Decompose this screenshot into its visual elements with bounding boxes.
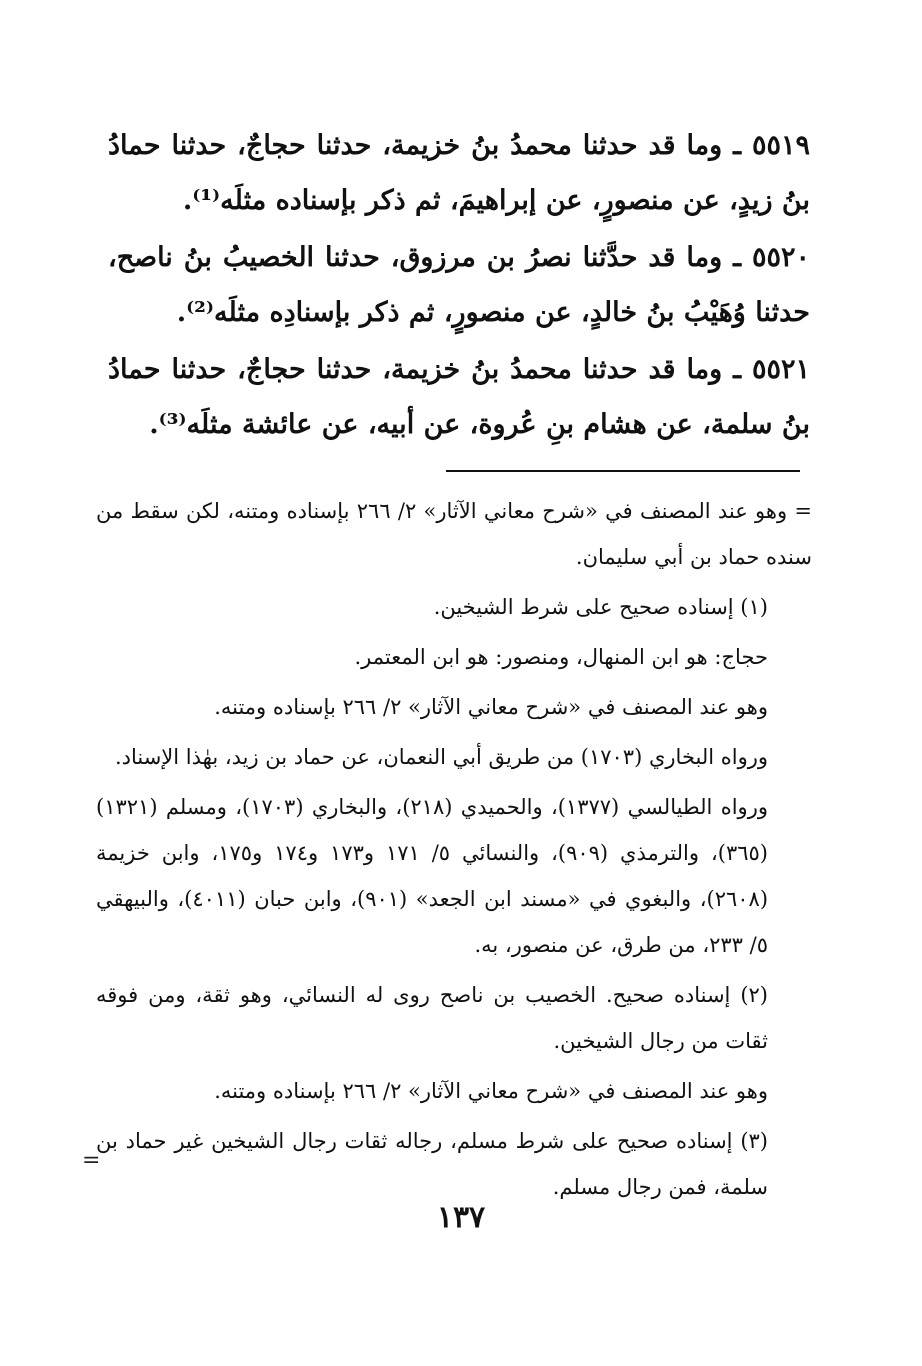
hadith-5519: ٥٥١٩ ـ وما قد حدثنا محمدُ بنُ خزيمة، حدثنا حجاجٌ، حدثنا حمادُ بنُ زيدٍ، عن منصورٍ، عن إبراهيمَ، ثم ذكر بإسناده مثلَه⁽¹⁾.	[108, 130, 810, 216]
footnote-1-line: حجاج: هو ابن المنهال، ومنصور: هو ابن المعتمر.	[354, 645, 768, 669]
footnote-2-line: وهو عند المصنف في «شرح معاني الآثار» ٢/ ٢٦٦ بإسناده ومتنه.	[214, 1079, 768, 1103]
footnote-3: (٣) إسناده صحيح على شرط مسلم، رجاله ثقات رجال الشيخين غير حماد بن سلمة، فمن رجال مسلم.	[96, 1129, 768, 1199]
footnote-divider	[446, 470, 800, 472]
hadith-5520: ٥٥٢٠ ـ وما قد حدَّثنا نصرُ بن مرزوق، حدثنا الخصيبُ بنُ ناصح، حدثنا وُهَيْبُ بنُ خالدٍ، عن منصورٍ، ثم ذكر بإسنادِه مثلَه⁽²⁾.	[108, 242, 810, 328]
page-number: ١٣٧	[436, 1200, 486, 1235]
footnote-1-line: ورواه الطيالسي (١٣٧٧)، والحميدي (٢١٨)، والبخاري (١٧٠٣)، ومسلم (١٣٢١) (٣٦٥)، والترمذي (٩٠٩)، والنسائي ٥/ ١٧١ و١٧٣ و١٧٤ و١٧٥، وابن خزيمة (٢٦٠٨)، والبغوي في «مسند ابن الجعد» (٩٠١)، وابن حبان (٤٠١١)، والبيهقي ٥/ ٢٣٣، من طرق، عن منصور، به.	[96, 795, 769, 957]
hadith-5521: ٥٥٢١ ـ وما قد حدثنا محمدُ بنُ خزيمة، حدثنا حجاجٌ، حدثنا حمادُ بنُ سلمة، عن هشام بنِ عُروة، عن أبيه، عن عائشة مثلَه⁽³⁾.	[108, 354, 810, 440]
continuation-mark: =	[82, 1148, 101, 1173]
footnote-carryover: = وهو عند المصنف في «شرح معاني الآثار» ٢/ ٢٦٦ بإسناده ومتنه، لكن سقط من سنده حماد بن أبي سليمان.	[96, 499, 812, 569]
footnote-1-line: ورواه البخاري (١٧٠٣) من طريق أبي النعمان، عن حماد بن زيد، بهٰذا الإسناد.	[114, 745, 768, 769]
footnotes	[96, 488, 812, 1214]
footnote-1: (١) إسناده صحيح على شرط الشيخين.	[433, 595, 768, 619]
footnote-2: (٢) إسناده صحيح. الخصيب بن ناصح روى له النسائي، وهو ثقة، ومن فوقه ثقات من رجال الشيخين.	[96, 983, 768, 1053]
footnote-1-line: وهو عند المصنف في «شرح معاني الآثار» ٢/ ٢٦٦ بإسناده ومتنه.	[214, 695, 768, 719]
main-text	[108, 118, 810, 454]
